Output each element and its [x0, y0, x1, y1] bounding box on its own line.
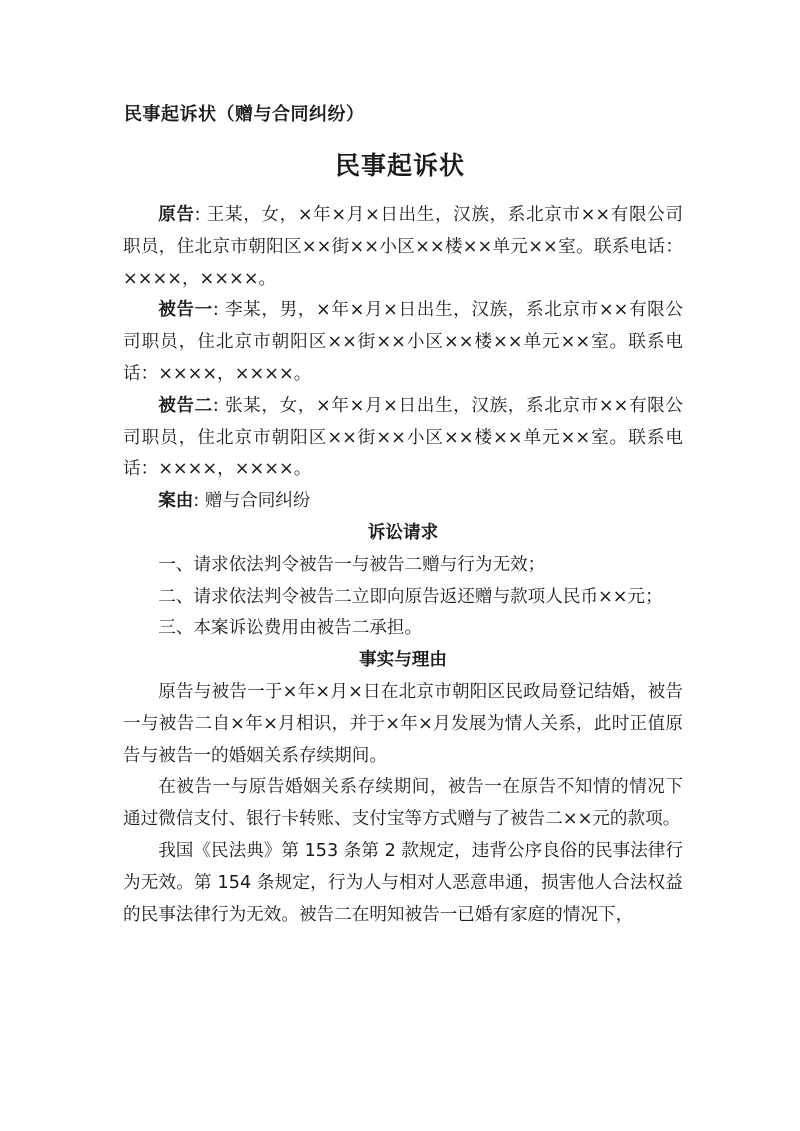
party-defendant-one: [123, 295, 683, 390]
claim-item: 二、请求依法判令被告二立即向原告返还赠与款项人民币××元；: [158, 586, 663, 607]
party-label: 被告一: [158, 300, 213, 321]
case-cause-label: 案由: [158, 491, 194, 512]
case-cause-separator: :: [193, 491, 205, 512]
document-header: 民事起诉状（赠与合同纠纷）: [124, 104, 365, 125]
party-separator: :: [194, 205, 207, 225]
document-body: [123, 200, 683, 931]
party-label: 原告: [158, 205, 195, 225]
party-defendant-two: [123, 391, 683, 486]
party-separator: :: [212, 395, 225, 416]
party-details: 张某，女，×年×月×日出生，汉族，系北京市××有限公司职员，住北京市朝阳区××街××小区××楼××单元××室。联系电话：××××，××××。: [123, 395, 683, 480]
party-separator: :: [212, 300, 225, 321]
case-cause: [123, 486, 683, 518]
party-label: 被告二: [158, 395, 213, 416]
facts-paragraph: 在被告一与原告婚姻关系存续期间，被告一在原告不知情的情况下通过微信支付、银行卡转账、支付宝等方式赠与了被告二××元的款项。: [123, 777, 683, 830]
party-details: 王某，女，×年×月×日出生，汉族，系北京市××有限公司职员，住北京市朝阳区××街××小区××楼××单元××室。联系电话：××××，××××。: [123, 205, 683, 289]
claims-heading: 诉讼请求: [367, 522, 439, 543]
facts-paragraph: 我国《民法典》第 153 条第 2 款规定，违背公序良俗的民事法律行为无效。第 154 条规定，行为人与相对人恶意串通，损害他人合法权益的民事法律行为无效。被告二在明知被告一已婚有家庭的情况下，: [123, 840, 683, 925]
case-cause-text: 赠与合同纠纷: [204, 491, 311, 512]
facts-heading: 事实与理由: [359, 650, 447, 671]
claim-item: 一、请求依法判令被告一与被告二赠与行为无效；: [158, 554, 546, 575]
facts-paragraph: 原告与被告一于×年×月×日在北京市朝阳区民政局登记结婚，被告一与被告二自×年×月相识，并于×年×月发展为情人关系，此时正值原告与被告一的婚姻关系存续期间。: [123, 681, 683, 766]
party-plaintiff: [123, 200, 683, 295]
claim-item: 三、本案诉讼费用由被告二承担。: [158, 618, 423, 639]
party-details: 李某，男，×年×月×日出生，汉族，系北京市××有限公司职员，住北京市朝阳区××街××小区××楼××单元××室。联系电话：××××，××××。: [123, 300, 683, 384]
document-title: 民事起诉状: [334, 151, 465, 180]
